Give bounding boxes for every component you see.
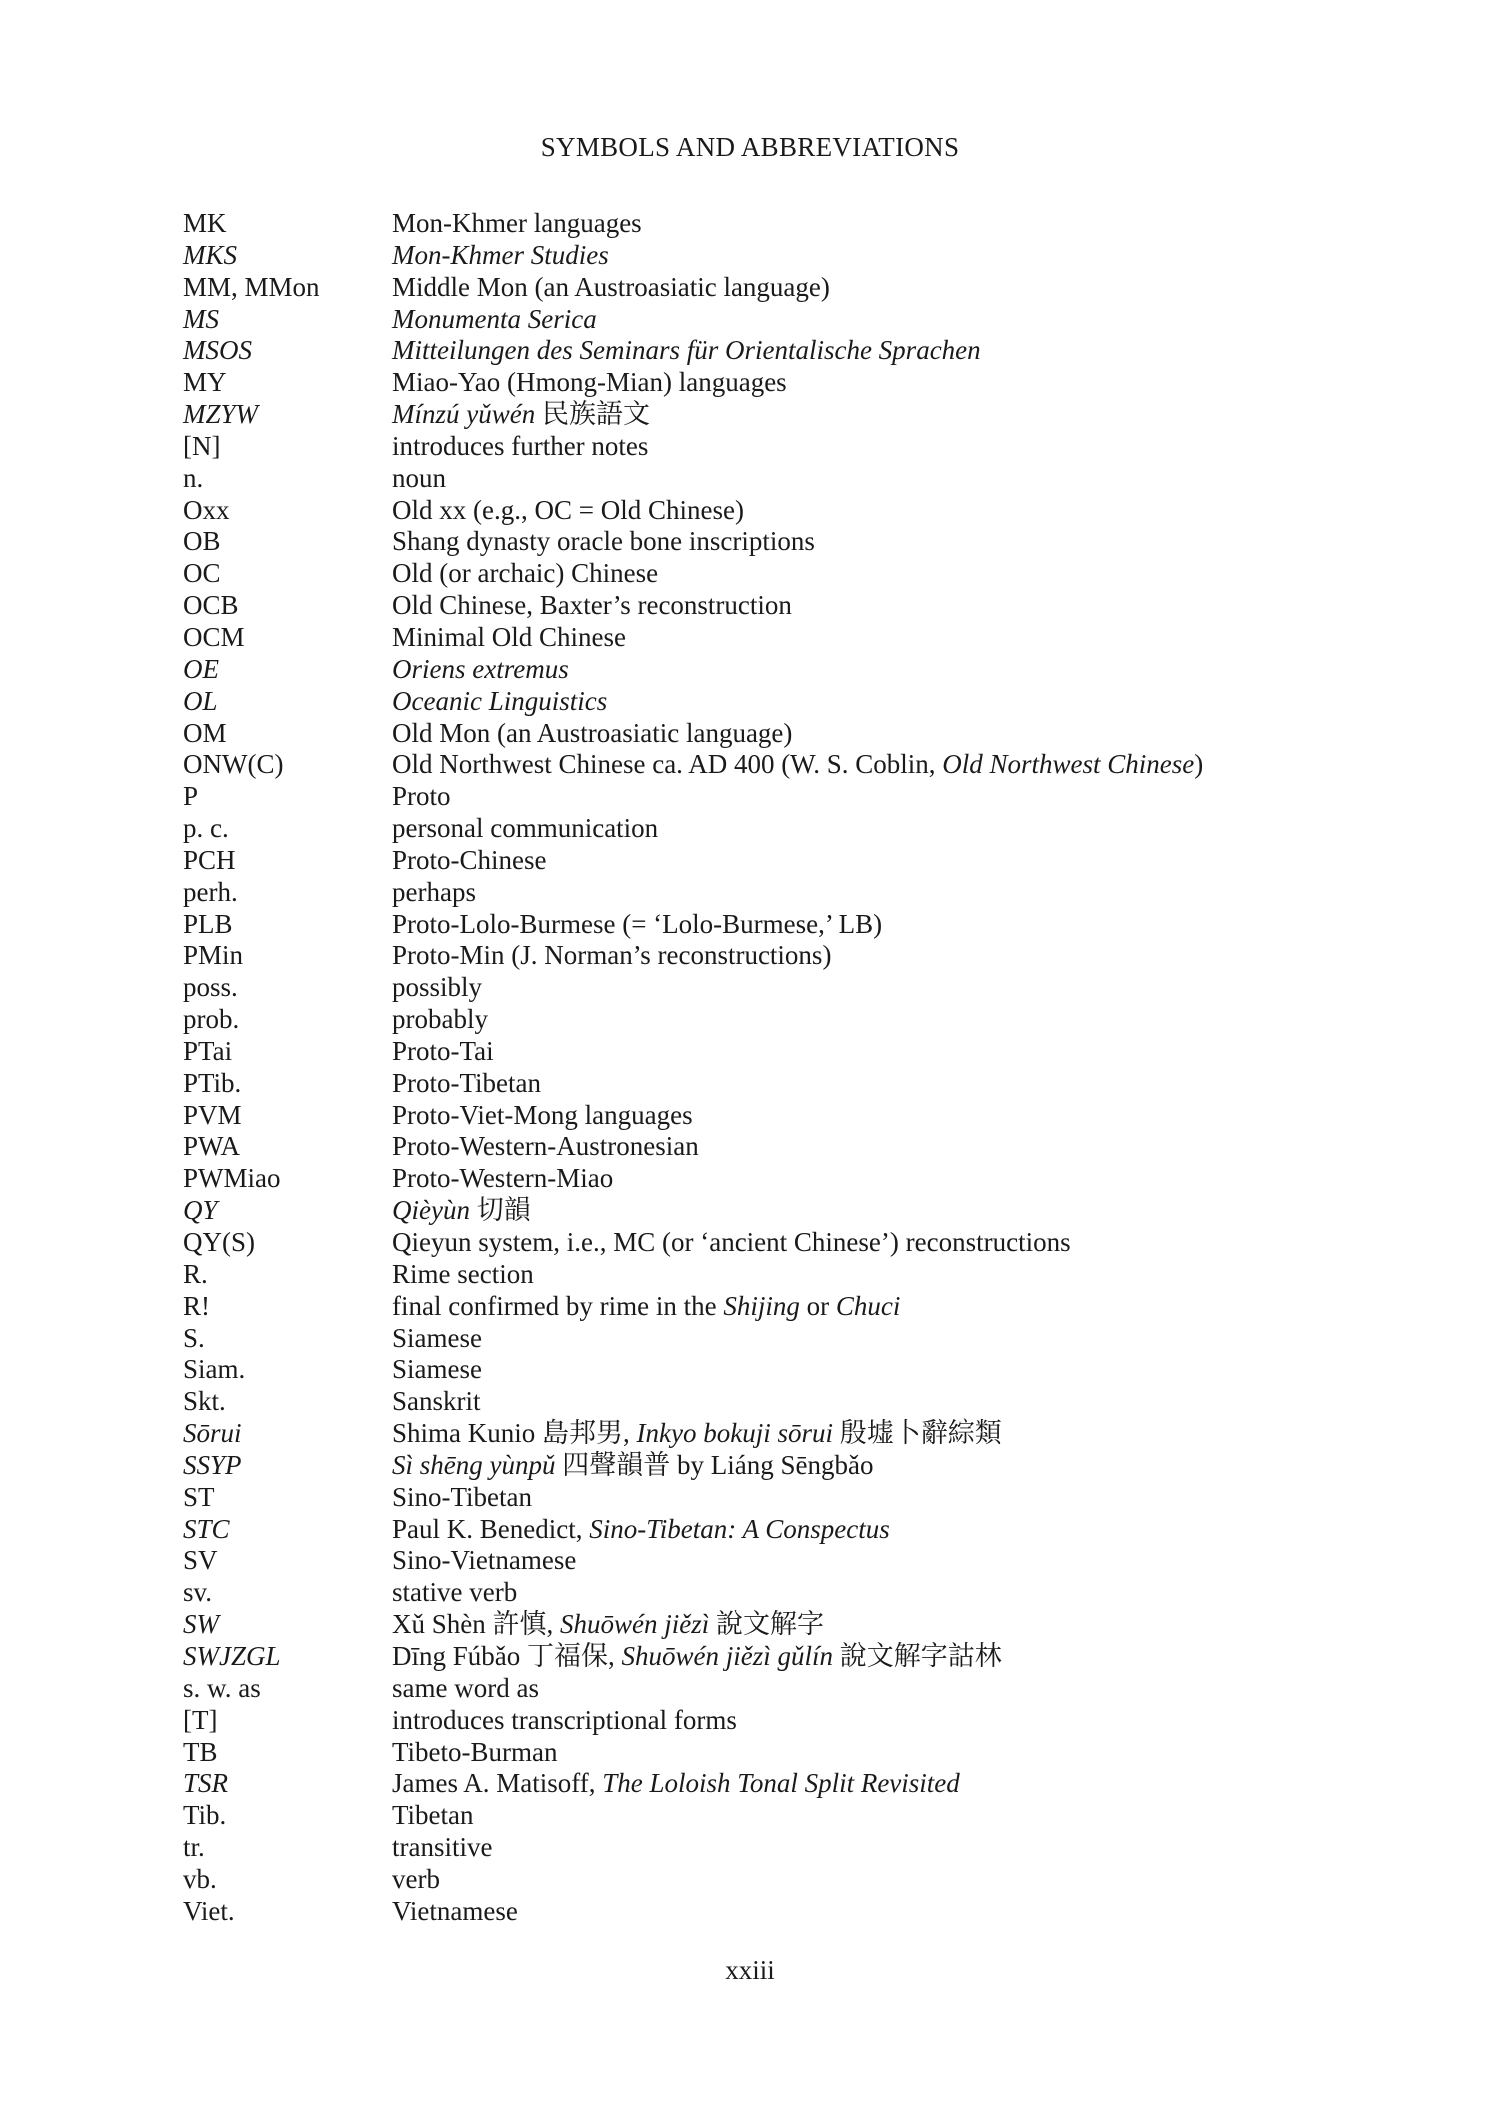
entry-abbreviation: Sōrui (183, 1418, 242, 1449)
entry-definition (392, 1609, 824, 1641)
definition-segment: Middle Mon (an Austroasiatic language) (392, 271, 830, 302)
definition-segment: 說文解字 (709, 1609, 824, 1640)
entry-definition (392, 1354, 482, 1386)
definition-segment: Sino-Vietnamese (392, 1545, 577, 1576)
entry-definition (392, 1545, 576, 1577)
entry-row (183, 304, 1473, 336)
definition-segment: Sino-Tibetan: A Conspectus (589, 1513, 890, 1544)
definition-segment: Dīng Fúbǎo 丁福保, (392, 1640, 622, 1671)
entry-definition (392, 1323, 482, 1355)
entry-row (183, 940, 1473, 972)
entry-definition (392, 1896, 518, 1928)
entry-row (183, 1673, 1473, 1705)
entry-row (183, 1482, 1473, 1514)
definition-segment: Proto-Tai (392, 1035, 494, 1066)
definition-segment: noun (392, 462, 446, 493)
definition-segment: Qieyun system, i.e., MC (or ‘ancient Chinese’) reconstructions (392, 1227, 1071, 1257)
entry-definition (392, 304, 597, 336)
definition-segment: Proto-Western-Austronesian (392, 1131, 699, 1162)
entry-abbreviation: prob. (183, 1004, 240, 1035)
entry-row (183, 1545, 1473, 1577)
definition-segment: transitive (392, 1832, 493, 1863)
entry-definition (392, 208, 642, 240)
entry-definition (392, 1195, 531, 1227)
definition-segment: Proto (392, 781, 451, 812)
entry-abbreviation: PTib. (183, 1067, 242, 1098)
definition-segment: Sino-Tibetan (392, 1481, 533, 1512)
definition-segment: Siamese (392, 1322, 482, 1353)
definition-segment: Old Northwest Chinese ca. AD 400 (W. S. Coblin, (392, 749, 943, 780)
entry-abbreviation: sv. (183, 1577, 213, 1608)
definition-segment: probably (392, 1004, 488, 1035)
entry-abbreviation: Viet. (183, 1895, 235, 1926)
entry-row (183, 1004, 1473, 1036)
entry-abbreviation: PMin (183, 940, 244, 971)
entry-row (183, 1450, 1473, 1482)
definition-segment: final confirmed by rime in the (392, 1290, 724, 1321)
entry-definition (392, 1100, 693, 1132)
definition-segment: Chuci (835, 1290, 901, 1321)
definition-segment: introduces transcriptional forms (392, 1704, 737, 1735)
definition-segment: Tibeto-Burman (392, 1736, 558, 1767)
definition-segment: James A. Matisoff, (392, 1768, 603, 1799)
entry-row (183, 590, 1473, 622)
entry-row (183, 1800, 1473, 1832)
definition-segment: Rime section (392, 1258, 534, 1289)
entry-definition (392, 367, 787, 399)
definition-segment: perhaps (392, 876, 476, 907)
entry-definition (392, 1832, 492, 1864)
entry-definition (392, 1291, 900, 1323)
entry-row (183, 1896, 1473, 1928)
definition-segment: possibly (392, 972, 483, 1003)
entry-abbreviation: Siam. (183, 1354, 246, 1385)
definition-segment: Paul K. Benedict, (392, 1513, 590, 1544)
entry-abbreviation: Tib. (183, 1800, 227, 1831)
entry-definition (392, 1768, 960, 1800)
entry-definition (392, 1036, 494, 1068)
entry-row (183, 1577, 1473, 1609)
entry-abbreviation: QY(S) (183, 1227, 255, 1257)
entry-abbreviation: MM, MMon (183, 271, 320, 302)
entry-row (183, 335, 1473, 367)
entry-definition (392, 1068, 541, 1100)
entry-abbreviation: OL (183, 685, 218, 716)
definition-segment: introduces further notes (392, 430, 649, 461)
entry-definition (392, 749, 1203, 781)
entry-abbreviation: s. w. as (183, 1672, 261, 1703)
entry-definition (392, 463, 446, 495)
entry-row (183, 495, 1473, 527)
definition-segment: Proto-Min (J. Norman’s reconstructions) (392, 940, 832, 971)
entry-definition (392, 845, 547, 877)
definition-segment: Old Northwest Chinese (942, 749, 1195, 780)
entry-definition (392, 1227, 1071, 1259)
definition-segment: The Loloish Tonal Split Revisited (602, 1768, 960, 1799)
definition-segment: 切韻 (469, 1195, 531, 1226)
entry-definition (392, 558, 658, 590)
entry-abbreviation: [N] (183, 430, 221, 461)
entry-row (183, 1100, 1473, 1132)
abbreviation-list (183, 208, 1473, 1928)
entry-abbreviation: OE (183, 653, 219, 684)
definition-segment: Shijing (723, 1290, 800, 1321)
entry-definition (392, 813, 658, 845)
entry-row (183, 431, 1473, 463)
entry-row (183, 1036, 1473, 1068)
entry-abbreviation: n. (183, 462, 204, 493)
entry-row (183, 208, 1473, 240)
entry-row (183, 272, 1473, 304)
definition-segment: Shima Kunio 島邦男, (392, 1418, 637, 1449)
entry-row (183, 877, 1473, 909)
definition-segment: 說文解字詁林 (833, 1640, 1002, 1671)
entry-abbreviation: ST (183, 1481, 215, 1512)
entry-abbreviation: PWA (183, 1131, 241, 1162)
entry-abbreviation: SV (183, 1545, 218, 1576)
entry-row (183, 1641, 1473, 1673)
definition-segment: Minimal Old Chinese (392, 621, 626, 652)
definition-segment: Shang dynasty oracle bone inscriptions (392, 526, 815, 557)
entry-definition (392, 1450, 873, 1482)
entry-abbreviation: vb. (183, 1863, 217, 1894)
entry-definition (392, 1514, 890, 1546)
definition-segment: same word as (392, 1672, 539, 1703)
entry-row (183, 1195, 1473, 1227)
definition-segment: Miao-Yao (Hmong-Mian) languages (392, 367, 787, 398)
entry-definition (392, 877, 476, 909)
definition-segment: verb (392, 1863, 440, 1894)
entry-abbreviation: MZYW (183, 399, 259, 430)
entry-row (183, 1609, 1473, 1641)
definition-segment: ) (1194, 749, 1204, 780)
entry-abbreviation: R! (183, 1290, 210, 1321)
entry-definition (392, 781, 451, 813)
definition-segment: Proto-Tibetan (392, 1067, 542, 1098)
entry-abbreviation: Skt. (183, 1386, 226, 1417)
entry-row (183, 463, 1473, 495)
definition-segment: Sanskrit (392, 1386, 481, 1417)
entry-row (183, 972, 1473, 1004)
entry-abbreviation: R. (183, 1258, 208, 1289)
entry-row (183, 686, 1473, 718)
entry-definition (392, 940, 831, 972)
entry-abbreviation: Oxx (183, 494, 230, 525)
entry-row (183, 654, 1473, 686)
definition-segment: 四聲韻普 by Liáng Sēngbǎo (555, 1449, 874, 1480)
definition-segment: Old xx (e.g., OC = Old Chinese) (392, 494, 744, 525)
definition-segment: Xǔ Shèn 許慎, (392, 1609, 560, 1640)
entry-definition (392, 909, 882, 941)
definition-segment: Sì shēng yùnpǔ (392, 1449, 556, 1480)
entry-definition (392, 1482, 532, 1514)
definition-segment: stative verb (392, 1577, 518, 1608)
entry-definition (392, 1259, 534, 1291)
entry-abbreviation: SWJZGL (183, 1640, 281, 1671)
definition-segment: or (799, 1290, 836, 1321)
entry-definition (392, 1737, 558, 1769)
entry-row (183, 845, 1473, 877)
definition-segment: Vietnamese (392, 1895, 518, 1926)
entry-abbreviation: MKS (183, 239, 237, 270)
entry-row (183, 399, 1473, 431)
page-number: xxiii (725, 1955, 775, 1985)
entry-abbreviation: MK (183, 208, 227, 238)
entry-abbreviation: MY (183, 367, 227, 398)
entry-definition (392, 1577, 517, 1609)
entry-definition (392, 1705, 737, 1737)
entry-definition (392, 495, 744, 527)
entry-row (183, 1768, 1473, 1800)
entry-row (183, 1832, 1473, 1864)
entry-definition (392, 1131, 699, 1163)
definition-segment: Old (or archaic) Chinese (392, 558, 659, 589)
entry-row (183, 813, 1473, 845)
entry-row (183, 909, 1473, 941)
definition-segment: personal communication (392, 813, 659, 844)
entry-definition (392, 1386, 481, 1418)
definition-segment: Proto-Chinese (392, 844, 547, 875)
entry-abbreviation: [T] (183, 1704, 218, 1735)
entry-row (183, 1418, 1473, 1450)
entry-definition (392, 1673, 539, 1705)
definition-segment: 民族語文 (535, 399, 650, 430)
entry-definition (392, 1418, 1002, 1450)
entry-row (183, 1354, 1473, 1386)
entry-definition (392, 1641, 1002, 1673)
entry-definition (392, 240, 609, 272)
entry-abbreviation: perh. (183, 876, 238, 907)
definition-segment: Siamese (392, 1354, 482, 1385)
definition-segment: Mon-Khmer languages (392, 208, 642, 238)
definition-segment: Shuōwén jiězì (560, 1609, 710, 1640)
entry-abbreviation: tr. (183, 1832, 205, 1863)
definition-segment: Old Chinese, Baxter’s reconstruction (392, 590, 792, 621)
entry-definition (392, 718, 792, 750)
definition-segment: Mitteilungen des Seminars für Orientalische Sprachen (392, 335, 981, 366)
definition-segment: Tibetan (392, 1800, 474, 1831)
entry-row (183, 749, 1473, 781)
entry-definition (392, 1864, 440, 1896)
entry-abbreviation: MSOS (183, 335, 252, 366)
definition-segment: Qièyùn (392, 1195, 470, 1226)
entry-abbreviation: PLB (183, 908, 233, 939)
entry-abbreviation: OCB (183, 590, 239, 621)
entry-abbreviation: TSR (183, 1768, 229, 1799)
entry-row (183, 622, 1473, 654)
definition-segment: Mon-Khmer Studies (392, 239, 609, 270)
entry-row (183, 1864, 1473, 1896)
entry-definition (392, 972, 482, 1004)
entry-abbreviation: PVM (183, 1099, 242, 1130)
entry-definition (392, 622, 626, 654)
entry-definition (392, 272, 830, 304)
entry-abbreviation: SSYP (183, 1449, 242, 1480)
definition-segment: Old Mon (an Austroasiatic language) (392, 717, 793, 748)
entry-row (183, 1068, 1473, 1100)
entry-abbreviation: OM (183, 717, 227, 748)
entry-definition (392, 431, 648, 463)
entry-definition (392, 1800, 474, 1832)
entry-row (183, 1227, 1473, 1259)
definition-segment: Monumenta Serica (392, 303, 597, 334)
definition-segment: Proto-Viet-Mong languages (392, 1099, 693, 1130)
entry-row (183, 1323, 1473, 1355)
entry-row (183, 718, 1473, 750)
entry-row (183, 558, 1473, 590)
definition-segment: Oriens extremus (392, 653, 569, 684)
entry-definition (392, 526, 815, 558)
entry-abbreviation: OC (183, 558, 221, 589)
entry-row (183, 1259, 1473, 1291)
entry-definition (392, 1163, 613, 1195)
definition-segment: Proto-Lolo-Burmese (= ‘Lolo-Burmese,’ LB) (392, 908, 883, 939)
page-header: SYMBOLS AND ABBREVIATIONS (540, 132, 960, 162)
entry-abbreviation: P (183, 781, 199, 812)
definition-segment: 殷墟卜辭綜類 (832, 1418, 1002, 1449)
entry-abbreviation: OB (183, 526, 221, 557)
entry-abbreviation: MS (183, 303, 219, 334)
entry-definition (392, 335, 981, 367)
entry-row (183, 1386, 1473, 1418)
entry-row (183, 367, 1473, 399)
definition-segment: Oceanic Linguistics (392, 685, 608, 716)
entry-abbreviation: TB (183, 1736, 218, 1767)
entry-definition (392, 399, 650, 431)
entry-row (183, 781, 1473, 813)
entry-row (183, 240, 1473, 272)
entry-abbreviation: QY (183, 1195, 218, 1226)
entry-abbreviation: STC (183, 1513, 230, 1544)
entry-row (183, 1705, 1473, 1737)
definition-segment: Inkyo bokuji sōrui (636, 1418, 833, 1449)
entry-row (183, 1163, 1473, 1195)
entry-row (183, 526, 1473, 558)
entry-abbreviation: PWMiao (183, 1163, 281, 1194)
entry-definition (392, 686, 607, 718)
entry-abbreviation: PCH (183, 844, 236, 875)
definition-segment: Shuōwén jiězì gǔlín (621, 1640, 833, 1671)
entry-abbreviation: poss. (183, 972, 238, 1003)
entry-abbreviation: p. c. (183, 813, 229, 844)
entry-abbreviation: SW (183, 1609, 219, 1640)
entry-row (183, 1514, 1473, 1546)
entry-abbreviation: OCM (183, 621, 245, 652)
entry-abbreviation: S. (183, 1322, 205, 1353)
definition-segment: Mínzú yǔwén (392, 399, 536, 430)
entry-abbreviation: PTai (183, 1035, 233, 1066)
entry-row (183, 1131, 1473, 1163)
definition-segment: Proto-Western-Miao (392, 1163, 614, 1194)
entry-definition (392, 1004, 488, 1036)
entry-definition (392, 590, 792, 622)
entry-definition (392, 654, 569, 686)
entry-abbreviation: ONW(C) (183, 749, 284, 780)
entry-row (183, 1291, 1473, 1323)
entry-row (183, 1737, 1473, 1769)
